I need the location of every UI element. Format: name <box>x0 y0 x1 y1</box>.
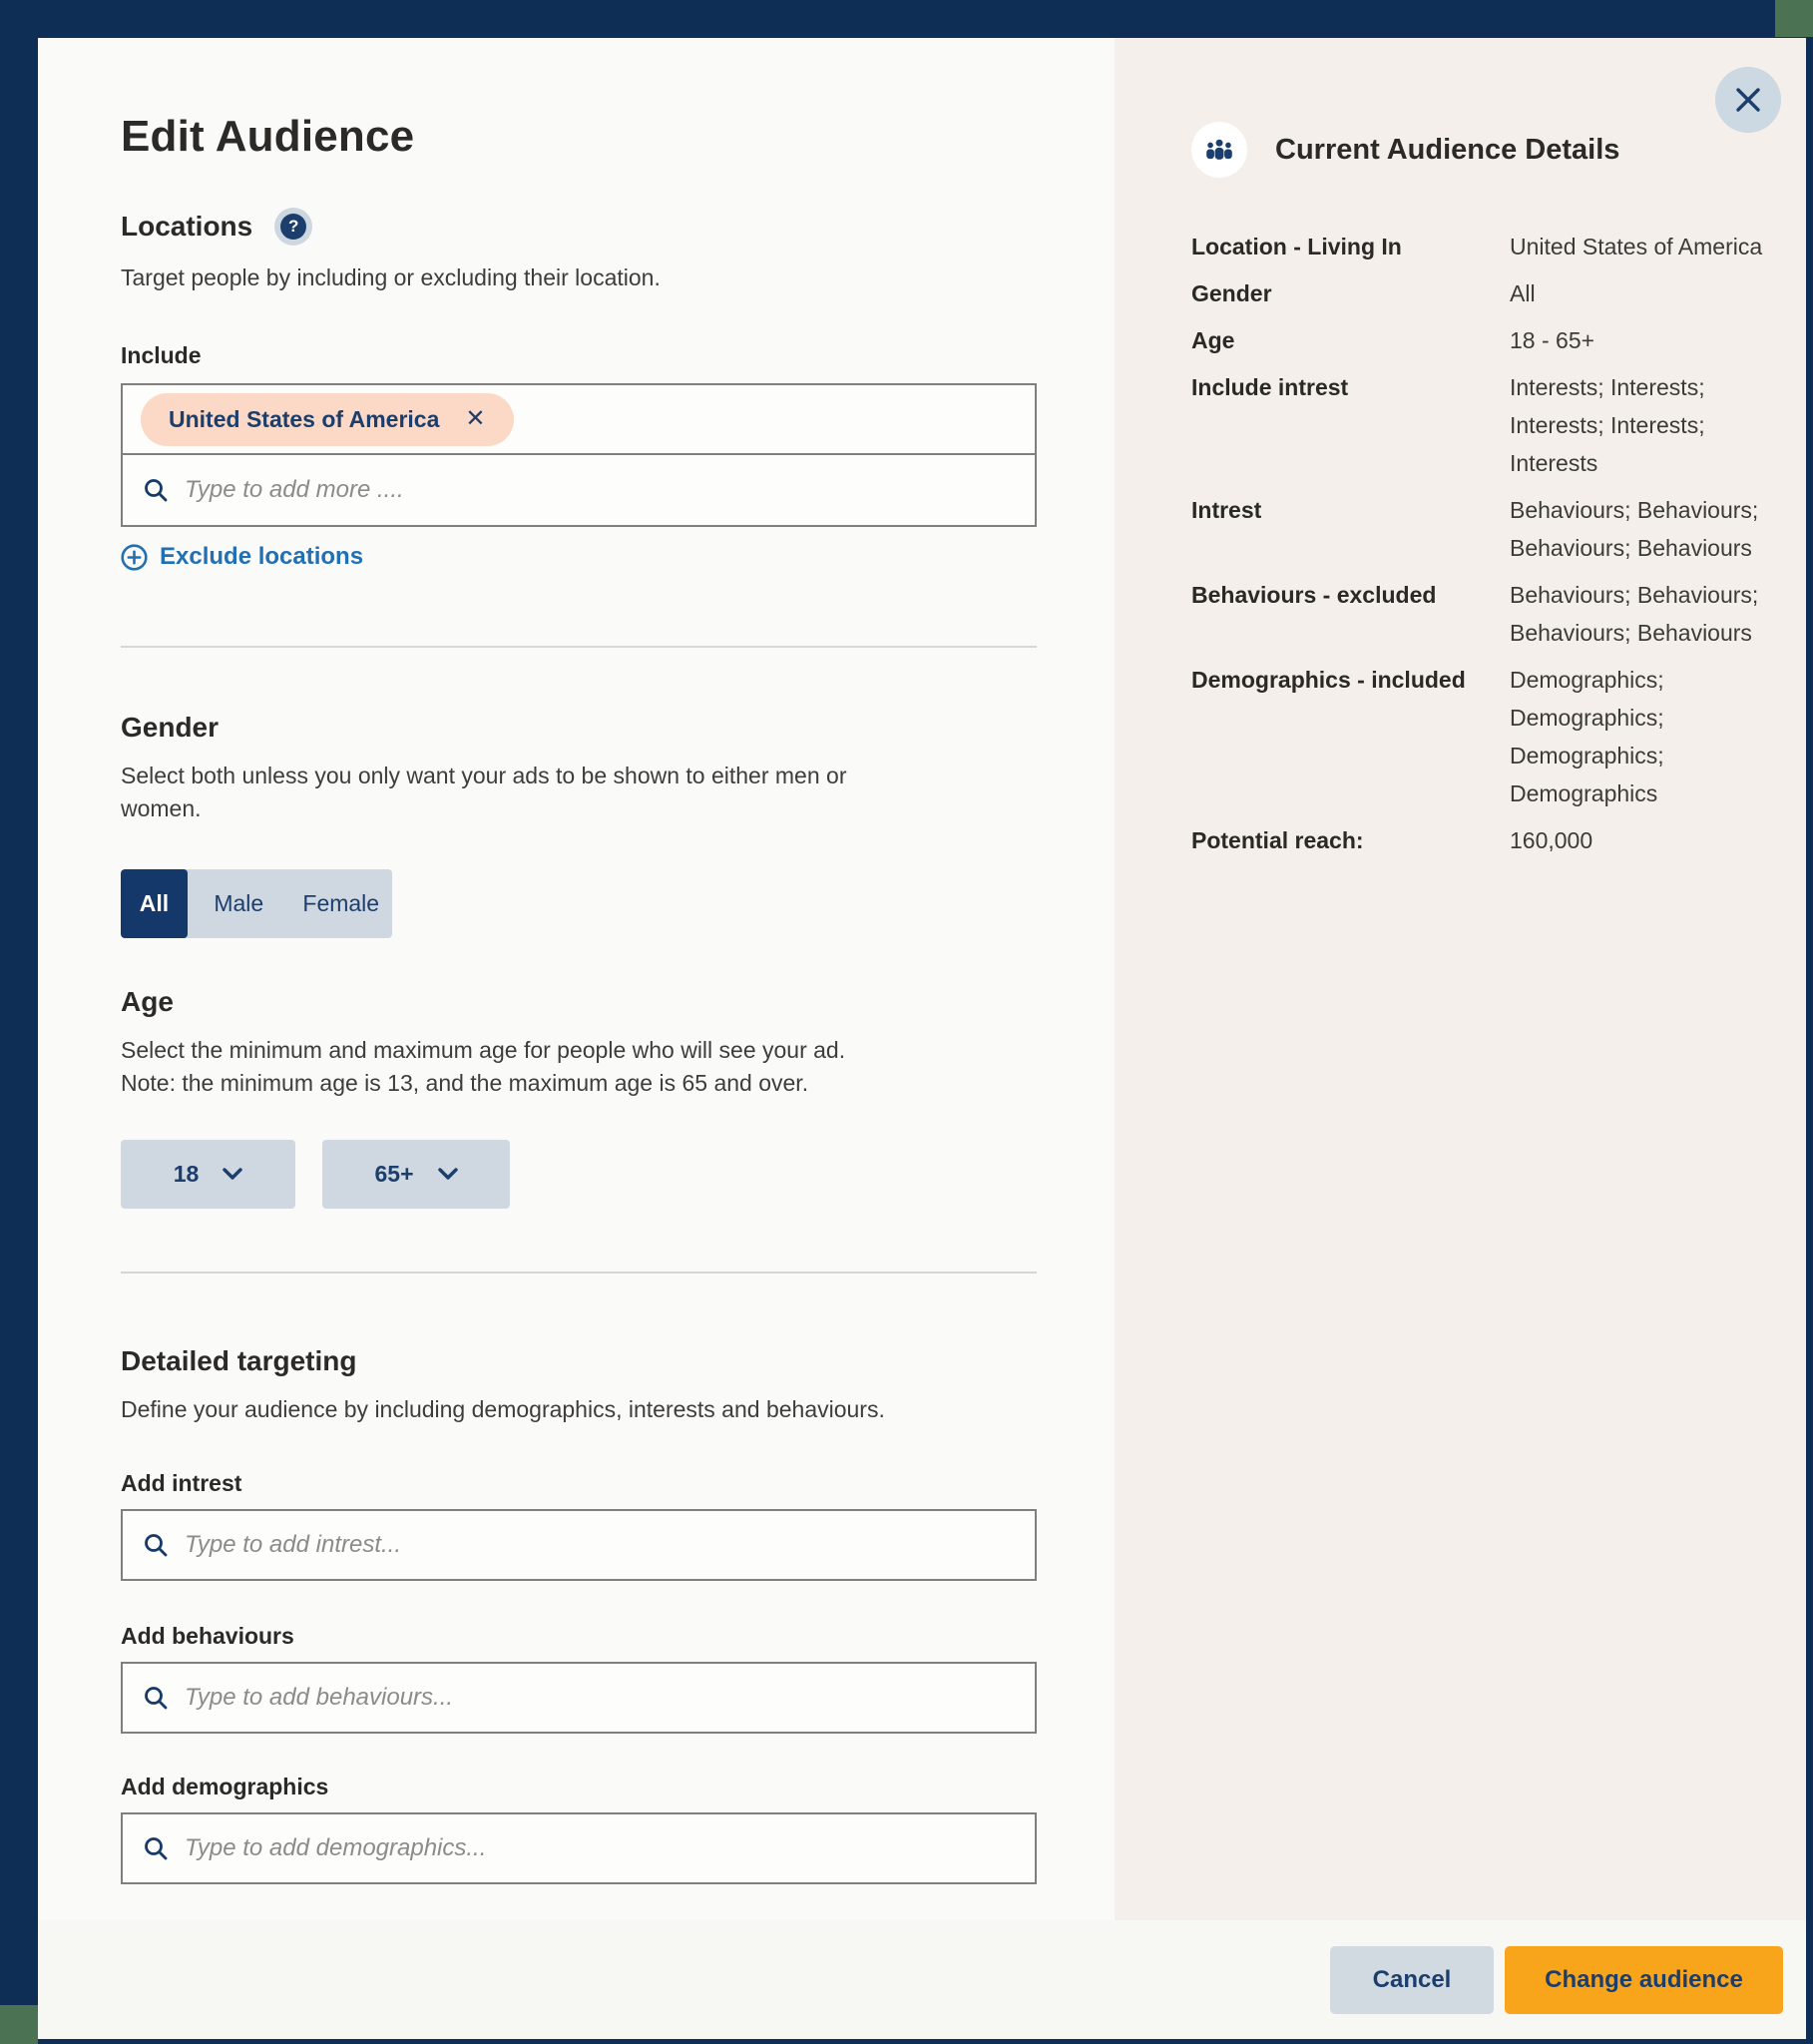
detail-value: Behaviours; Behaviours; Behaviours; Behaviours <box>1510 582 1759 646</box>
search-icon <box>143 1685 169 1711</box>
gender-description: Select both unless you only want your ads to be shown to either men or women. <box>121 762 847 821</box>
section-divider <box>121 1272 1037 1274</box>
search-icon <box>143 1532 169 1558</box>
edit-audience-form <box>38 38 1115 1920</box>
detail-value: United States of America <box>1510 234 1763 259</box>
chevron-down-icon <box>438 1168 458 1180</box>
search-icon <box>143 1835 169 1861</box>
behaviours-search-box <box>121 1662 1037 1734</box>
behaviours-search-input[interactable] <box>185 1664 1035 1732</box>
gender-heading: Gender <box>121 711 220 743</box>
locations-heading: Locations <box>121 211 253 242</box>
age-min-dropdown[interactable] <box>121 1140 295 1209</box>
add-demographics-label: Add demographics <box>121 1773 329 1799</box>
gender-segmented-control <box>121 869 392 938</box>
detail-label: Location - Living In <box>1191 234 1402 259</box>
background-page-corner <box>0 2005 38 2044</box>
section-divider <box>121 646 1037 648</box>
remove-location-icon[interactable]: ✕ <box>465 405 486 432</box>
include-locations-box <box>121 383 1037 527</box>
detail-label: Behaviours - excluded <box>1191 582 1437 608</box>
footer-bar <box>38 1920 1806 2039</box>
locations-help-icon[interactable]: ? <box>274 208 312 246</box>
detail-value: 18 - 65+ <box>1510 327 1595 353</box>
age-description: Select the minimum and maximum age for people who will see your ad. Note: the minimum age is 13, and the maximum age is 65 and over. <box>121 1036 846 1096</box>
detail-label: Include intrest <box>1191 374 1349 400</box>
gender-option-female[interactable]: Female <box>290 869 393 938</box>
people-group-icon <box>1191 122 1247 178</box>
edit-audience-modal <box>38 38 1806 2039</box>
detail-value: Interests; Interests; Interests; Interests; Interests <box>1510 374 1705 476</box>
plus-circle-icon <box>121 544 148 571</box>
add-behaviours-label: Add behaviours <box>121 1622 294 1649</box>
page-title: Edit Audience <box>121 112 415 161</box>
background-page-corner <box>1775 0 1813 37</box>
detail-value: Demographics; Demographics; Demographics; Demographics <box>1510 667 1664 806</box>
close-icon <box>1733 85 1763 115</box>
change-audience-button[interactable]: Change audience <box>1505 1946 1783 2014</box>
detail-label: Gender <box>1191 280 1272 306</box>
search-icon <box>143 477 169 503</box>
close-button[interactable] <box>1715 67 1781 133</box>
age-selectors <box>121 1140 1037 1209</box>
add-interest-label: Add intrest <box>121 1469 242 1496</box>
detail-label: Intrest <box>1191 497 1262 523</box>
detail-value: Behaviours; Behaviours; Behaviours; Behaviours <box>1510 497 1759 561</box>
gender-option-all[interactable]: All <box>121 869 188 938</box>
location-tag-label: United States of America <box>169 405 440 432</box>
location-search-row <box>123 455 1035 525</box>
detail-value: All <box>1510 280 1536 306</box>
age-min-value: 18 <box>173 1160 200 1187</box>
detail-label: Potential reach: <box>1191 827 1364 853</box>
exclude-locations-link[interactable] <box>121 543 363 571</box>
details-panel-title: Current Audience Details <box>1275 133 1620 166</box>
location-search-input[interactable] <box>185 455 1035 525</box>
detail-value: 160,000 <box>1510 827 1593 853</box>
include-label: Include <box>121 342 202 368</box>
demographics-search-input[interactable] <box>185 1814 1035 1882</box>
detailed-targeting-description: Define your audience by including demographics, interests and behaviours. <box>121 1395 885 1422</box>
demographics-search-box <box>121 1812 1037 1884</box>
locations-description: Target people by including or excluding their location. <box>121 264 661 290</box>
gender-option-male[interactable]: Male <box>188 869 290 938</box>
cancel-button[interactable]: Cancel <box>1330 1946 1494 2014</box>
interest-search-input[interactable] <box>185 1511 1035 1579</box>
location-tag <box>141 393 514 446</box>
age-max-value: 65+ <box>374 1160 414 1187</box>
chevron-down-icon <box>223 1168 242 1180</box>
age-max-dropdown[interactable] <box>322 1140 510 1209</box>
detailed-targeting-heading: Detailed targeting <box>121 1344 357 1376</box>
detail-label: Demographics - included <box>1191 667 1466 693</box>
age-heading: Age <box>121 985 174 1017</box>
detail-label: Age <box>1191 327 1235 353</box>
exclude-locations-label: Exclude locations <box>160 543 364 570</box>
details-header <box>1115 38 1806 178</box>
included-tags-row <box>123 385 1035 455</box>
details-grid <box>1115 228 1806 859</box>
current-audience-details-panel <box>1115 38 1806 1920</box>
interest-search-box <box>121 1509 1037 1581</box>
